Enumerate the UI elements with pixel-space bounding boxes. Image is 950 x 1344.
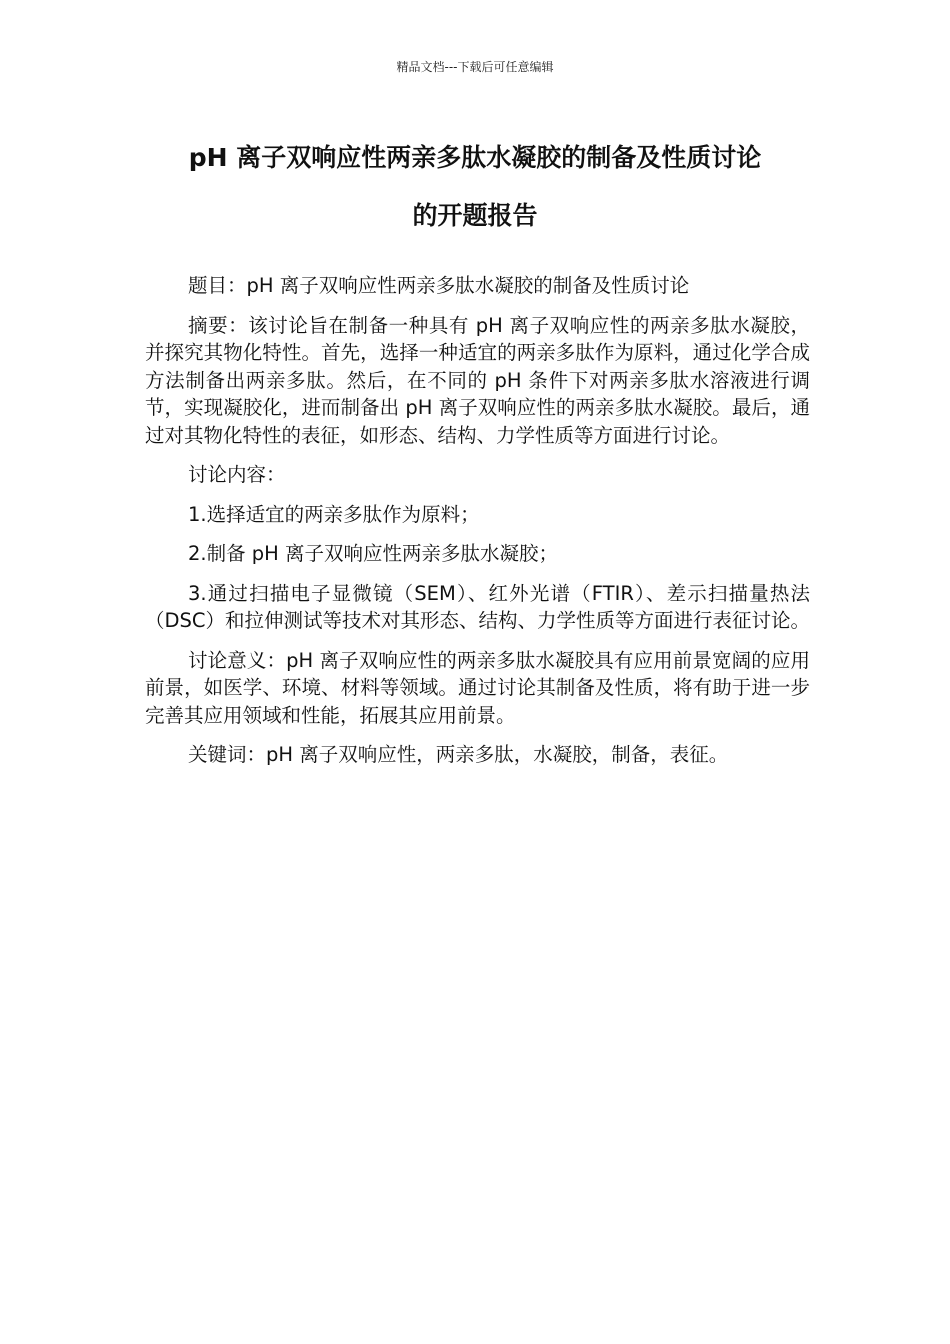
discussion-item-1: 1.选择适宜的两亲多肽作为原料； — [188, 502, 480, 526]
page-header-note: 精品文档---下载后可任意编辑 — [396, 60, 554, 74]
topic-paragraph: 题目：pH 离子双响应性两亲多肽水凝胶的制备及性质讨论 — [188, 274, 690, 297]
document-title-line-2: 的开题报告 — [412, 201, 538, 230]
keywords-paragraph: 关键词：pH 离子双响应性，两亲多肽，水凝胶，制备，表征。 — [188, 743, 729, 766]
document-body — [145, 272, 810, 781]
discussion-item-2: 2.制备 pH 离子双响应性两亲多肽水凝胶； — [188, 542, 559, 565]
significance-paragraph: 讨论意义：pH 离子双响应性的两亲多肽水凝胶具有应用前景宽阔的应用前景，如医学、环境、材料等领域。通过讨论其制备及性质，将有助于进一步完善其应用领域和性能，拓展其应用前景。 — [145, 648, 810, 727]
document-title-line-1: pH 离子双响应性两亲多肽水凝胶的制备及性质讨论 — [188, 143, 762, 172]
discussion-item-3: 3.通过扫描电子显微镜（SEM）、红外光谱（FTIR）、差示扫描量热法（DSC）和拉伸测试等技术对其形态、结构、力学性质等方面进行表征讨论。 — [145, 581, 811, 632]
discussion-content-heading: 讨论内容： — [188, 463, 286, 486]
abstract-paragraph: 摘要：该讨论旨在制备一种具有 pH 离子双响应性的两亲多肽水凝胶，并探究其物化特性。首先，选择一种适宜的两亲多肽作为原料，通过化学合成方法制备出两亲多肽。然后，在不同的 pH 条件下对两亲多肽水溶液进行调节，实现凝胶化，进而制备出 pH 离子双响应性的两亲多肽水凝胶。最后，通过对其物化特性的表征，如形态、结构、力学性质等方面进行讨论。 — [145, 313, 810, 447]
